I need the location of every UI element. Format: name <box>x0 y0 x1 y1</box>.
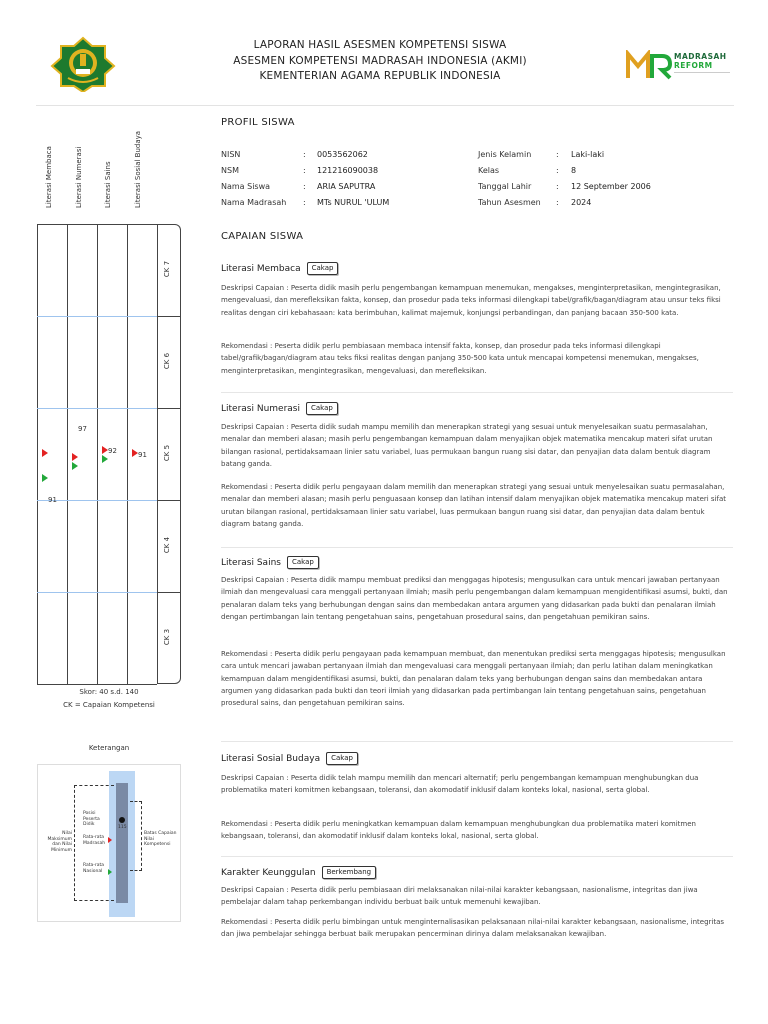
header-line-1: LAPORAN HASIL ASESMEN KOMPETENSI SISWA <box>253 39 507 51</box>
section-karakter-name: Karakter Keunggulan <box>221 867 316 878</box>
col-label-numerasi: Literasi Numerasi <box>75 146 83 208</box>
section-sains-heading <box>221 556 319 569</box>
profil-nama-value: ARIA SAPUTRA <box>317 182 376 191</box>
skor-note: Skor: 40 s.d. 140 <box>79 688 139 696</box>
header-line-3: KEMENTERIAN AGAMA REPUBLIK INDONESIA <box>259 70 501 82</box>
madrasah-reform-logo <box>626 50 736 82</box>
section-sains-name: Literasi Sains <box>221 557 281 568</box>
ck-6-label: CK 6 <box>163 352 171 370</box>
profil-colon: : <box>556 150 559 159</box>
section-membaca-heading <box>221 262 338 275</box>
profil-colon: : <box>303 166 306 175</box>
report-header <box>200 38 560 85</box>
section-divider <box>221 741 733 742</box>
logo-text-reform: REFORM <box>674 61 713 70</box>
section-karakter-rekomendasi: Rekomendasi : Peserta didik perlu bimbingan untuk menginternalisasikan pelaksanaan nilai-nilai karakter kebangsaan, nasionalisme, integritas dan jiwa pembelajar sehingga berbuat baik merupakan pencerminan dirinya dalam melaksanakan kewajiban. <box>221 918 725 939</box>
national-avg-marker-sains <box>102 455 108 463</box>
section-karakter-heading <box>221 866 376 879</box>
section-numerasi-rekomendasi: Rekomendasi : Peserta didik perlu pengayaan dalam memilih dan menerapkan strategi yang sesuai untuk menyelesaikan suatu permasalahan, menalar dan memberi alasan; masih perlu penguasaan konsep dan latihan intensif dalam menyajikan objek matematika mencakup materi sifat urutan bilangan rasional, pertidaksamaan linier satu variabel, luas permukaan bangun ruang sisi datar, dan penyajian data dalam bentuk diagram batang ganda. <box>221 483 727 528</box>
profil-jk-value: Laki-laki <box>571 150 605 159</box>
header-line-2: ASESMEN KOMPETENSI MADRASAH INDONESIA (AKMI) <box>233 54 527 67</box>
profil-nisn-label: NISN <box>221 150 241 159</box>
section-sosial-heading <box>221 752 358 765</box>
legend-title: Keterangan <box>88 744 130 752</box>
logo-tagline-line <box>674 72 730 73</box>
madrasah-avg-marker-membaca <box>42 449 48 457</box>
kemenag-logo <box>50 36 116 92</box>
legend-madrasah-marker <box>108 837 112 843</box>
section-karakter-deskripsi: Deskripsi Capaian : Peserta didik perlu pembiasaan diri melaksanakan nilai-nilai karakter kebangsaan, nasionalisme, integritas dan jiwa pembelajar dalam tahap perkembangan individu berbuat baik untuk memenuhi kewajiban. <box>221 886 698 907</box>
profil-colon: : <box>303 182 306 191</box>
legend-sample-score: 115 <box>118 825 127 830</box>
profil-kelas-label: Kelas <box>478 166 500 175</box>
score-sains: 92 <box>108 447 117 455</box>
ck-note: CK = Capaian Kompetensi <box>63 701 155 709</box>
profil-nsm-label: NSM <box>221 166 239 175</box>
legend-score-bar <box>116 783 128 903</box>
section-numerasi-level: Cakap <box>306 402 338 415</box>
section-sains-deskripsi: Deskripsi Capaian : Peserta didik mampu membuat prediksi dan menggagas hipotesis; mengusulkan cara untuk mencari jawaban pertanyaan ilmiah dan mengevaluasi cara menggali pertanyaan ilmiah; masih perlu pengembangan dalam kemampuan mengidentifikasi asumsi, bukti, dan penalaran dalam teks yang berhubungan dengan sains dan membedakan antara argumen yang didasarkan pada bukti dan penalaran ilmiah dengan pertimbangan lain tentang pengetahuan sains, pengetahuan prosedural sains, dan pengetahuan pemikiran sains. <box>221 576 728 621</box>
madrasah-avg-marker-numerasi <box>72 453 78 461</box>
national-avg-marker-membaca <box>42 474 48 482</box>
profil-madrasah-value: MTs NURUL 'ULUM <box>317 198 390 207</box>
profil-colon: : <box>303 198 306 207</box>
legend-box <box>37 764 181 922</box>
profil-colon: : <box>556 166 559 175</box>
legend-nasional-marker <box>108 869 112 875</box>
header-divider <box>36 105 734 106</box>
ck-7-label: CK 7 <box>163 260 171 278</box>
section-sosial-rekomendasi: Rekomendasi : Peserta didik perlu meningkatkan kemampuan dalam kemampuan menghubungkan dua problematika materi komitmen kebangsaan, toleransi, dan akomodatif inklusif dalam konteks lokal, nasional, serta global. <box>221 820 696 841</box>
legend-batas-label: Batas Capaian Nilai Kompetensi <box>144 831 177 847</box>
section-divider <box>221 392 733 393</box>
ck-4-label: CK 4 <box>163 536 171 554</box>
profil-tahun-label: Tahun Asesmen <box>478 198 541 207</box>
section-sosial-deskripsi: Deskripsi Capaian : Peserta didik telah mampu memilih dan mencari alternatif; perlu pengembangan kemampuan menghubungkan dua problematika materi komitmen kebangsaan, toleransi, dan akomodatif inklusif dalam konteks lokal, nasional, serta global. <box>221 774 699 795</box>
score-membaca: 91 <box>48 496 57 504</box>
section-numerasi-name: Literasi Numerasi <box>221 403 300 414</box>
profil-tahun-value: 2024 <box>571 198 592 207</box>
profil-tgl-label: Tanggal Lahir <box>478 182 532 191</box>
legend-position-dot <box>119 817 125 823</box>
logo-text-madrasah: MADRASAH <box>674 52 727 61</box>
section-membaca-name: Literasi Membaca <box>221 263 301 274</box>
score-sosial: 91 <box>138 451 147 459</box>
col-label-sains: Literasi Sains <box>104 161 112 208</box>
col-label-sosial: Literasi Sosial Budaya <box>134 130 142 208</box>
section-divider <box>221 856 733 857</box>
legend-batas-bracket <box>130 801 142 871</box>
section-membaca-deskripsi: Deskripsi Capaian : Peserta didik masih perlu pengembangan kemampuan menemukan, mengakses, menginterpretasikan, mengintegrasikan, mengevaluasi, dan merefleksikan fakta, konsep, dan prosedur pada teks informasi dilengkapi tabel/grafik/bagan/diagram atau unsur teks fiksi realitas dengan ciri kebahasaan: kata berimbuhan, kalimat majemuk, konjungsi perbandingan, dan panjang bacaan 350-500 kata. <box>221 284 721 317</box>
profil-jk-label: Jenis Kelamin <box>478 150 532 159</box>
score-numerasi: 97 <box>78 425 87 433</box>
legend-madrasah-label: Rata-rata Madrasah <box>83 835 106 846</box>
profil-nisn-value: 0053562062 <box>317 150 368 159</box>
profil-tgl-value: 12 September 2006 <box>571 182 651 191</box>
section-membaca-rekomendasi: Rekomendasi : Peserta didik perlu pembiasaan membaca intensif fakta, konsep, dan prosedur pada teks informasi dilengkapi tabel/grafik/bagan/diagram atau teks fiksi realitas dengan panjang 350-500 kata untuk mencapai kompetensi menemukan, mengakses, menginterpretasikan, mengintegrasikan, mengevaluasi, dan merefleksikan. <box>221 342 699 375</box>
ck-5-label: CK 5 <box>163 444 171 462</box>
section-numerasi-heading <box>221 402 338 415</box>
profil-colon: : <box>556 198 559 207</box>
profil-madrasah-label: Nama Madrasah <box>221 198 287 207</box>
profil-title: PROFIL SISWA <box>221 117 295 128</box>
profil-kelas-value: 8 <box>571 166 577 175</box>
section-karakter-level: Berkembang <box>322 866 377 879</box>
profil-colon: : <box>556 182 559 191</box>
profil-nsm-value: 121216090038 <box>317 166 379 175</box>
legend-posisi-label: Posisi Peserta Didik <box>83 811 100 827</box>
national-avg-marker-numerasi <box>72 462 78 470</box>
ck-3-label: CK 3 <box>163 628 171 646</box>
col-label-membaca: Literasi Membaca <box>45 146 53 208</box>
legend-nilai-label: Nilai Maksimum dan Nilai Minimum <box>47 831 72 853</box>
section-sains-level: Cakap <box>287 556 319 569</box>
section-numerasi-deskripsi: Deskripsi Capaian : Peserta didik sudah mampu memilih dan menerapkan strategi yang sesuai untuk menyelesaikan suatu permasalahan, menalar dan memberi alasan; masih perlu pengembangan kemampuan dalam menyajikan objek matematika mencakup materi sifat urutan bilangan rasional, pertidaksamaan linier satu variabel, luas permukaan bangun ruang sisi datar, dan penyajian data dalam bentuk diagram batang ganda. <box>221 423 713 468</box>
profil-nama-label: Nama Siswa <box>221 182 271 191</box>
legend-nasional-label: Rata-rata Nasional <box>83 863 105 874</box>
profil-colon: : <box>303 150 306 159</box>
section-sosial-name: Literasi Sosial Budaya <box>221 753 321 764</box>
section-sosial-level: Cakap <box>326 752 358 765</box>
section-sains-rekomendasi: Rekomendasi : Peserta didik perlu pengayaan pada kemampuan membuat, dan menentukan prediksi serta menggagas hipotesis; mengusulkan cara untuk mencari jawaban pertanyaan ilmiah dan mengevaluasi cara menggali pertanyaan ilmiah; dan perlu latihan dalam meningkatkan kemampuan dalam mengidentifikasi asumsi, bukti, dan penalaran dalam teks yang berhubungan dengan sains dan membedakan antara argumen yang didasarkan pada bukti dan teori ilmiah yang didasarkan pada pertimbangan lain tentang pengetahuan sains, pengetahuan prosedural sains, dan pengetahuan pemikiran sains. <box>221 650 726 708</box>
capaian-title: CAPAIAN SISWA <box>221 231 304 242</box>
section-membaca-level: Cakap <box>307 262 339 275</box>
section-divider <box>221 547 733 548</box>
